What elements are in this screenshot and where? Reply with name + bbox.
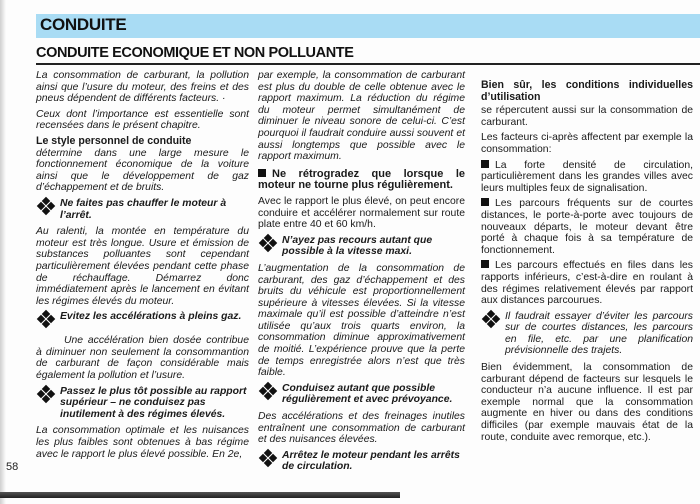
column-3 <box>481 78 693 447</box>
tip-heading-3 <box>36 386 249 421</box>
style-heading: Le style personnel de conduite <box>36 134 192 147</box>
tip-text: Il faudrait essayer d’éviter les parcours sur de courtes distances, les parcours en file, etc. par une planification prévisionnelle des trajets. <box>505 310 693 357</box>
square-bullet-icon <box>481 198 489 206</box>
diamond-icon <box>36 310 56 330</box>
tip-heading-text: N’ayez pas recours autant que possible à la vitesse maxi. <box>282 234 433 258</box>
section-title: CONDUITE <box>40 15 127 34</box>
style-text: détermine dans une large mesure le fonctionnement économique de la voiture ainsi que le développement de gaz d’échappement et de bruits. <box>36 147 249 194</box>
column-1 <box>36 70 249 464</box>
conditions-text-2: Les facteurs ci-après affectent par exemple la consommation: <box>481 132 693 155</box>
tip-text-1: Au ralenti, la montée en température du moteur est très longue. Usure et émission de substances polluantes sont cependant particulièrement élevées pendant cette phase de réchauffage. Démarrez donc immédiatement après le lancement en évitant les régimes élevés du moteur. <box>36 226 249 307</box>
tip-text-2: Une accélération bien dosée contribue à diminuer non seulement la consommantion de carburant de façon considérable mais également la pollution et l’usure. <box>36 335 249 382</box>
section-header-band <box>36 14 700 38</box>
tip-heading-text: Evitez les accélérations à pleins gaz. <box>60 311 242 323</box>
page-bottom-edge <box>0 492 400 498</box>
tip-text-3: La consommation optimale et les nuisances les plus faibles sont obtenues à bas régime avec le rapport le plus élevé possible. En 2e, <box>36 425 249 460</box>
page-number: 58 <box>6 461 19 473</box>
tip-heading-6 <box>258 383 465 406</box>
diamond-icon <box>481 310 501 330</box>
tip-text-4: Avec le rapport le plus élevé, on peut encore conduire et accélérer normalement sur route plate entre 40 et 60 km/h. <box>258 195 465 231</box>
closing-paragraph: Bien évidemment, la consommation de carburant dépend de facteurs sur lesquels le conducteur n’a aucune influence. Il est par exemple normal que la consommation augmente en hiver ou dans des conditions difficiles (par exemple mauvais état de la route, conduite avec remorque, etc.). <box>481 362 693 443</box>
square-bullet-icon <box>481 160 489 168</box>
tip-heading-2 <box>36 311 249 330</box>
bullet-text: Les parcours fréquents sur de courtes distances, le porte-à-porte avec toujours de nouveaux départs, le moteur devant être porté à chaque fois à sa température de fonctionnement. <box>481 198 693 256</box>
page-binding-shadow <box>0 0 6 504</box>
tip-heading-4 <box>258 169 465 192</box>
conditions-text-1: se répercutent aussi sur la consommation de carburant. <box>481 105 693 128</box>
subtitle-rule <box>36 63 700 65</box>
intro-paragraph-2: Ceux dont l’importance est essentielle sont recensées dans le présent chapitre. <box>36 108 249 132</box>
tip-text-6: Des accélérations et des freinages inutiles entraînent une consommation de carburant et des nuisances élevées. <box>258 411 465 446</box>
tip-heading-7 <box>258 450 465 473</box>
diamond-icon <box>36 197 56 217</box>
tip-text-5: L’augmentation de la consommation de carburant, des gaz d’échappement et des bruits du véhicule est proportionnellement supérieure à vitesses élevées. Si la vitesse maximale qu’il est possible d’atteindre n’est utilisée qu’aux trois quarts environ, la consommation diminue approximativement de moitié. L’expérience prouve que la perte de temps enregistrée alors n’est que très faible. <box>258 262 465 379</box>
square-bullet-icon <box>258 169 266 177</box>
tip-block <box>481 311 693 357</box>
continued-text: par exemple, la consommation de carburant est plus du double de celle obtenue avec le rapport maximum. La réduction du régime du moteur permet simultanément de diminuer le niveau sonore de celui-ci. C’est pourquoi il faudrait conduire aussi souvent et aussi longtemps que possible avec le rapport maximum. <box>258 70 465 163</box>
conditions-heading: Bien sûr, les conditions individuelles d’utilisation <box>481 79 693 103</box>
diamond-icon <box>258 234 278 254</box>
tip-heading-text: Passez le plus tôt possible au rapport supérieur – ne conduisez pas inutilement à des régimes élevés. <box>60 385 247 420</box>
tip-heading-text: Conduisez autant que possible régulièrement et avec prévoyance. <box>282 382 453 406</box>
tip-heading-1 <box>36 198 249 221</box>
diamond-icon <box>258 382 278 402</box>
tip-heading-5 <box>258 235 465 258</box>
bullet-text: La forte densité de circulation, particulièrement dans les grandes villes avec leurs multiples feux de signalisation. <box>481 159 693 194</box>
diamond-icon <box>36 385 56 405</box>
intro-paragraph-1: La consommation de carburant, la pollution ainsi que l’usure du moteur, des freins et des pneus dépendent de différents facteurs. · <box>36 70 249 105</box>
bullet-text: Les parcours effectués en files dans les rapports inférieurs, c’est-à-dire en roulant à des régimes relativement élevés par rapport aux distances parcourues. <box>481 260 693 307</box>
bullet-item <box>481 260 693 306</box>
square-bullet-icon <box>481 260 489 268</box>
bullet-item <box>481 198 693 256</box>
tip-heading-text: Ne faites pas chauffer le moteur à l’arrêt. <box>60 197 227 221</box>
bullet-item <box>481 160 693 195</box>
tip-heading-text: Arrêtez le moteur pendant les arrêts de circulation. <box>282 449 460 473</box>
column-2 <box>258 70 465 478</box>
page-subtitle: CONDUITE ECONOMIQUE ET NON POLLUANTE <box>36 45 354 61</box>
diamond-icon <box>258 449 278 469</box>
tip-heading-text: Ne rétrogradez que lorsque le moteur ne tourne plus régulièrement. <box>258 167 465 192</box>
